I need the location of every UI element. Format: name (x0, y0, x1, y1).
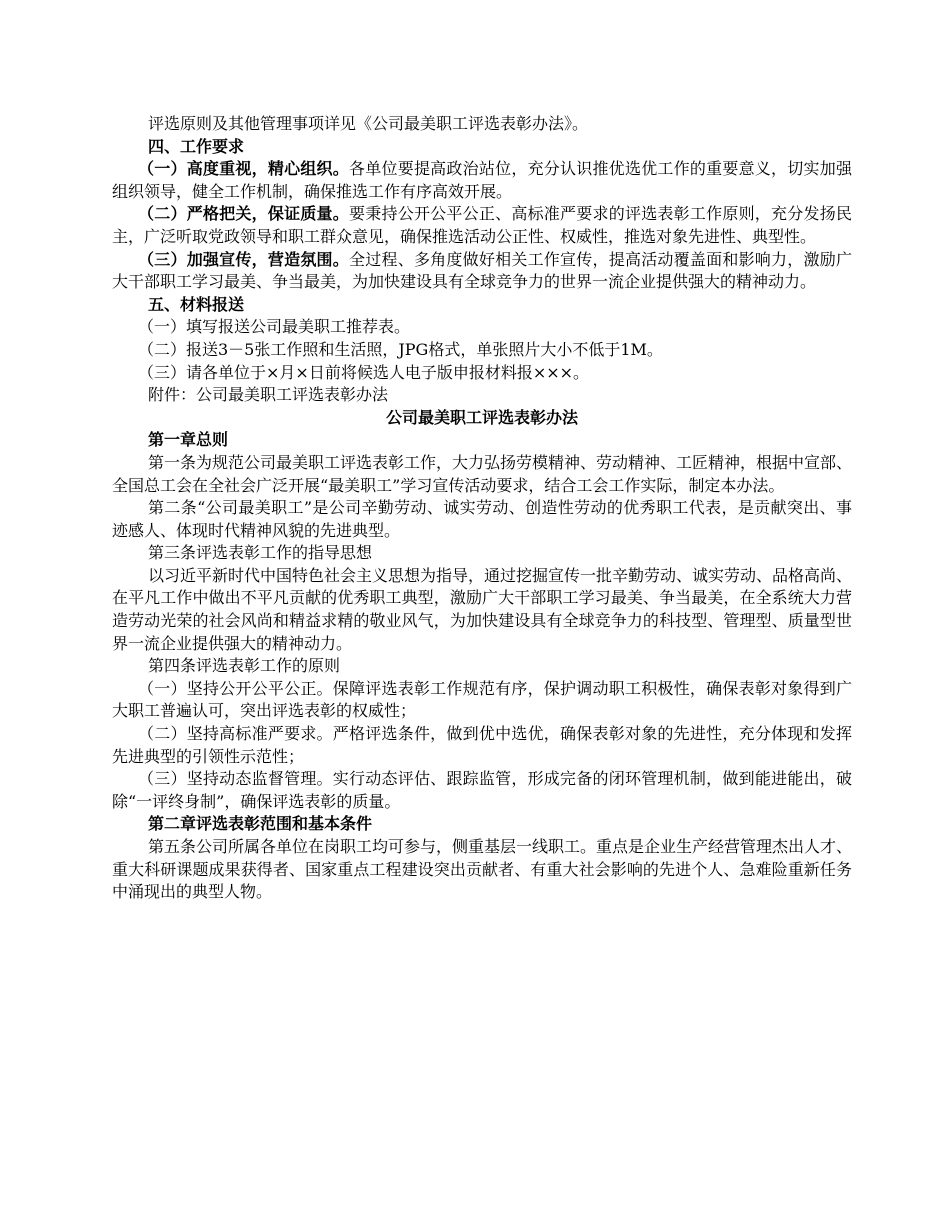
article-heading: 第四条评选表彰工作的原则 (148, 656, 341, 676)
chapter-heading: 第二章评选表彰范围和基本条件 (148, 814, 373, 834)
article: 第二条“公司最美职工”是公司辛勤劳动、诚实劳动、创造性劳动的优秀职工代表，是贡献突出、事迹感人、体现时代精神风貌的先进典型。 (112, 498, 852, 540)
list-item: （三）请各单位于×月×日前将候选人电子版申报材料报×××。 (138, 362, 590, 382)
paragraph-text: 各单位要提高政治站位，充分认识推优选优工作的重要意义，切实加强组织领导，健全工作机制，确保推选工作有序高效开展。 (112, 159, 852, 201)
subheading: （一）高度重视，精心组织。 (138, 159, 350, 179)
section-heading: 五、材料报送 (148, 294, 245, 314)
article-heading: 第三条评选表彰工作的指导思想 (148, 543, 373, 563)
document-title: 公司最美职工评选表彰办法 (385, 407, 578, 427)
article: 第一条为规范公司最美职工评选表彰工作，大力弘扬劳模精神、劳动精神、工匠精神，根据中宣部、全国总工会在全社会广泛开展“最美职工”学习宣传活动要求，结合工会工作实际，制定本办法。 (112, 452, 853, 495)
list-item: （一）坚持公开公平公正。保障评选表彰工作规范有序，保护调动职工积极性，确保表彰对象得到广大职工普遍认可，突出评选表彰的权威性； (112, 678, 852, 721)
chapter-heading: 第一章总则 (148, 430, 229, 450)
attachment-note: 附件：公司最美职工评选表彰办法 (148, 385, 389, 405)
list-item: （一）填写报送公司最美职工推荐表。 (138, 317, 411, 337)
list-item: （二）坚持高标准严要求。严格评选条件，做到优中选优，确保表彰对象的先进性，充分体现和发挥先进典型的引领性示范性； (112, 724, 852, 766)
paragraph (112, 249, 852, 294)
document-body (112, 113, 852, 904)
paragraph-text: 要秉持公开公平公正、高标准严要求的评选表彰工作原则，充分发扬民主，广泛听取党政领导和职工群众意见，确保推选活动公正性、权威性，推选对象先进性、典型性。 (112, 204, 852, 246)
article: 第五条公司所属各单位在岗职工均可参与，侧重基层一线职工。重点是企业生产经营管理杰出人才、重大科研课题成果获得者、国家重点工程建设突出贡献者、有重大社会影响的先进个人、急难险重新任务中涌现出的典型人物。 (112, 837, 853, 902)
subheading: （三）加强宣传，营造氛围。 (138, 249, 350, 269)
paragraph (112, 203, 852, 248)
paragraph-text: 全过程、多角度做好相关工作宣传，提高活动覆盖面和影响力，激励广大干部职工学习最美、争当最美，为加快建设具有全球竞争力的世界一流企业提供强大的精神动力。 (112, 249, 852, 292)
paragraph: 评选原则及其他管理事项详见《公司最美职工评选表彰办法》。 (148, 114, 589, 133)
paragraph (112, 158, 852, 203)
subheading: （二）严格把关，保证质量。 (138, 204, 350, 224)
section-heading: 四、工作要求 (148, 136, 245, 156)
list-item: （三）坚持动态监督管理。实行动态评估、跟踪监管，形成完备的闭环管理机制，做到能进能出，破除“一评终身制”，确保评选表彰的质量。 (112, 769, 852, 811)
list-item: （二）报送3－5张工作照和生活照，JPG格式，单张照片大小不低于1M。 (138, 339, 663, 359)
article: 以习近平新时代中国特色社会主义思想为指导，通过挖掘宣传一批辛勤劳动、诚实劳动、品格高尚、在平凡工作中做出不平凡贡献的优秀职工典型，激励广大干部职工学习最美、争当最美，在全系统大力营造劳动光荣的社会风尚和精益求精的敬业风气，为加快建设具有全球竞争力的科技型、管理型、质量型世界一流企业提供强大的精神动力。 (112, 565, 853, 653)
